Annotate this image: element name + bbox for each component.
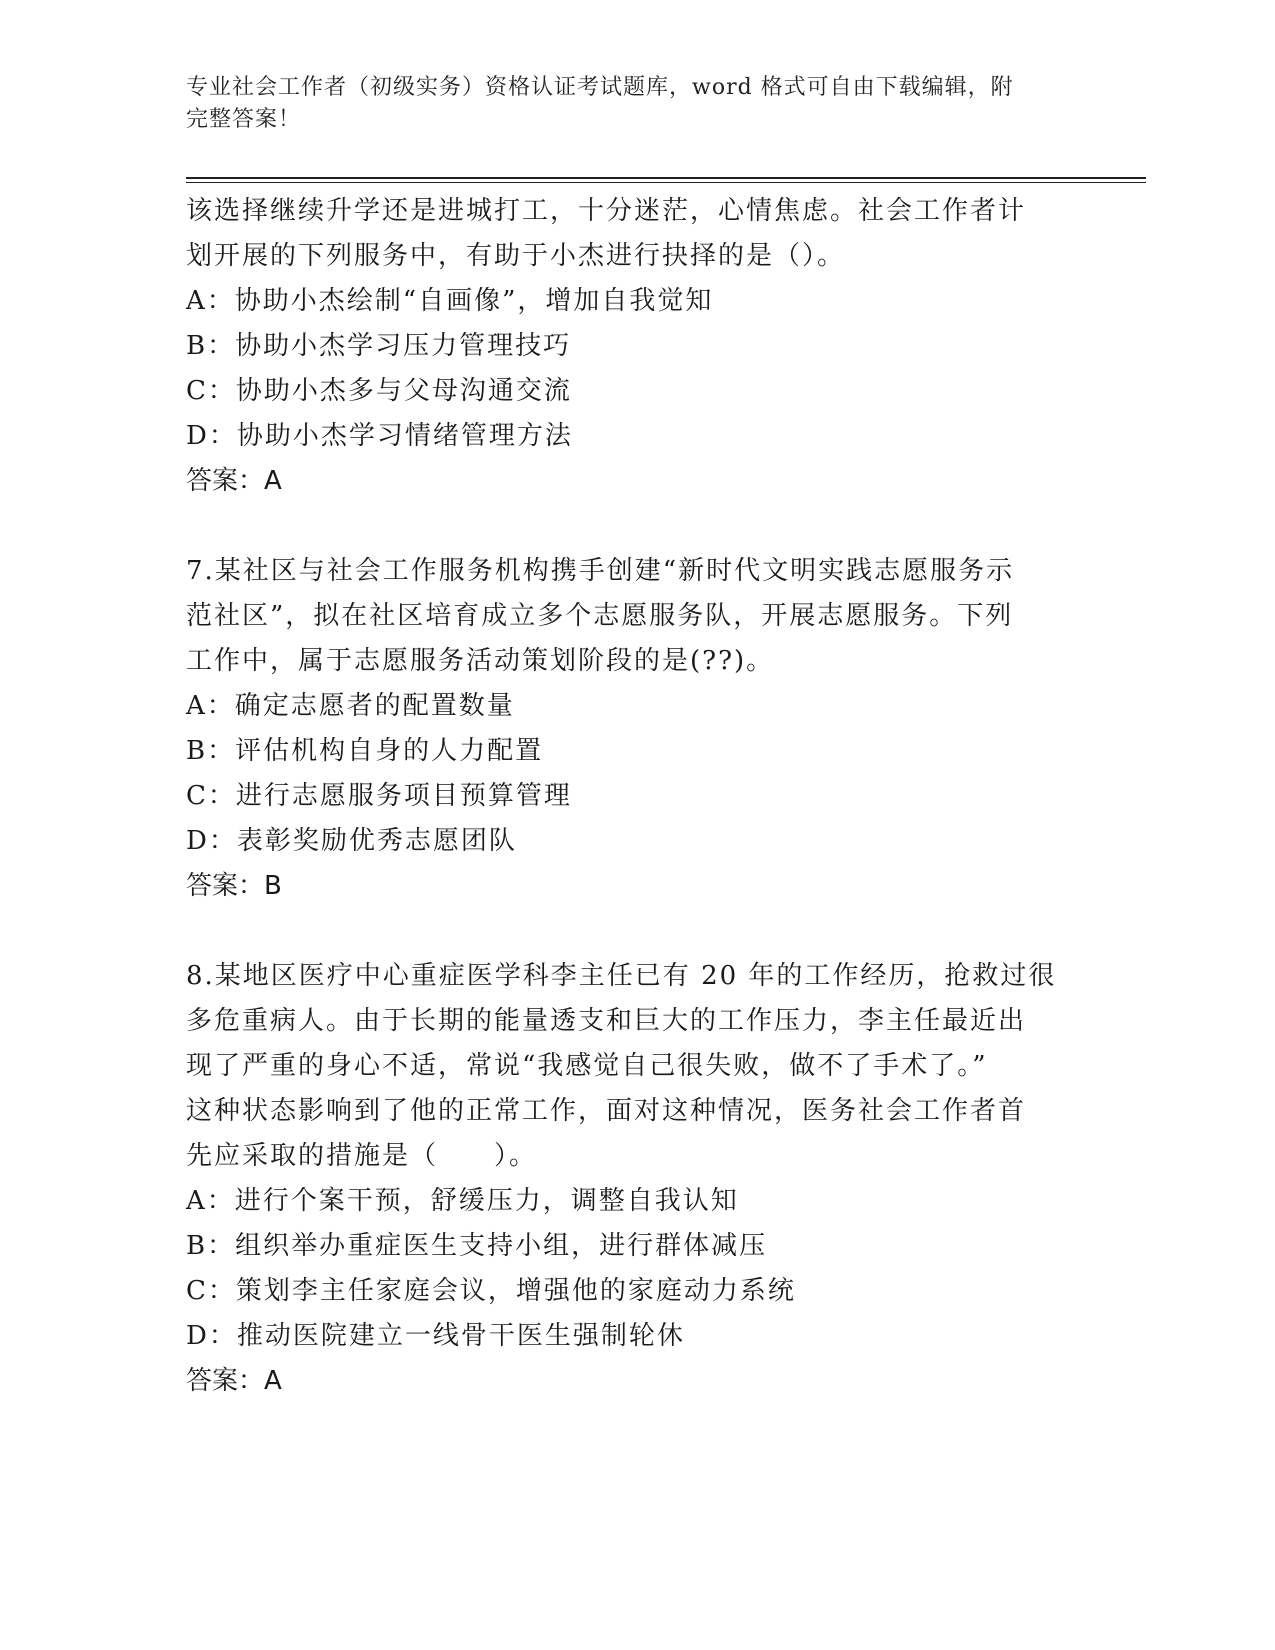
question-stem-line: 先应采取的措施是（ ）。 bbox=[186, 1141, 538, 1171]
question-stem-line: 7.某社区与社会工作服务机构携手创建“新时代文明实践志愿服务示 bbox=[186, 556, 1015, 586]
answer-label: 答案：B bbox=[186, 871, 282, 901]
option-a: A：确定志愿者的配置数量 bbox=[186, 691, 515, 721]
header-divider-thick bbox=[186, 177, 1146, 179]
option-c: C：协助小杰多与父母沟通交流 bbox=[186, 376, 572, 406]
option-d: D：表彰奖励优秀志愿团队 bbox=[186, 826, 517, 856]
question-stem-line: 工作中，属于志愿服务活动策划阶段的是(??)。 bbox=[186, 646, 775, 676]
option-d: D：协助小杰学习情绪管理方法 bbox=[186, 421, 573, 451]
header-line-2: 完整答案！ bbox=[186, 107, 302, 132]
document-header bbox=[186, 72, 1066, 136]
option-b: B：组织举办重症医生支持小组，进行群体减压 bbox=[186, 1231, 768, 1261]
question-stem-line: 划开展的下列服务中，有助于小杰进行抉择的是（）。 bbox=[186, 241, 846, 271]
question-6 bbox=[186, 189, 1086, 504]
answer-label: 答案：A bbox=[186, 1366, 282, 1396]
question-stem-line: 该选择继续升学还是进城打工，十分迷茫，心情焦虑。社会工作者计 bbox=[186, 196, 1027, 226]
question-8 bbox=[186, 954, 1086, 1404]
option-a: A：进行个案干预，舒缓压力，调整自我认知 bbox=[186, 1186, 739, 1216]
question-stem-line: 范社区”，拟在社区培育成立多个志愿服务队，开展志愿服务。下列 bbox=[186, 601, 1014, 631]
question-stem-line: 现了严重的身心不适，常说“我感觉自己很失败，做不了手术了。” bbox=[186, 1051, 988, 1081]
question-7 bbox=[186, 549, 1086, 909]
option-b: B：协助小杰学习压力管理技巧 bbox=[186, 331, 572, 361]
question-stem-line: 8.某地区医疗中心重症医学科李主任已有 20 年的工作经历，抢救过很 bbox=[186, 961, 1057, 991]
option-c: C：进行志愿服务项目预算管理 bbox=[186, 781, 572, 811]
option-a: A：协助小杰绘制“自画像”，增加自我觉知 bbox=[186, 286, 714, 316]
option-b: B：评估机构自身的人力配置 bbox=[186, 736, 544, 766]
answer-label: 答案：A bbox=[186, 466, 282, 496]
header-line-1: 专业社会工作者（初级实务）资格认证考试题库，word 格式可自由下载编辑，附 bbox=[186, 75, 1014, 100]
header-divider-thin bbox=[186, 182, 1146, 183]
question-content bbox=[186, 189, 1086, 1404]
question-stem-line: 这种状态影响到了他的正常工作，面对这种情况，医务社会工作者首 bbox=[186, 1096, 1027, 1126]
question-stem-line: 多危重病人。由于长期的能量透支和巨大的工作压力，李主任最近出 bbox=[186, 1006, 1027, 1036]
question-spacer bbox=[186, 504, 1086, 549]
question-spacer bbox=[186, 909, 1086, 954]
option-d: D：推动医院建立一线骨干医生强制轮休 bbox=[186, 1321, 685, 1351]
option-c: C：策划李主任家庭会议，增强他的家庭动力系统 bbox=[186, 1276, 796, 1306]
